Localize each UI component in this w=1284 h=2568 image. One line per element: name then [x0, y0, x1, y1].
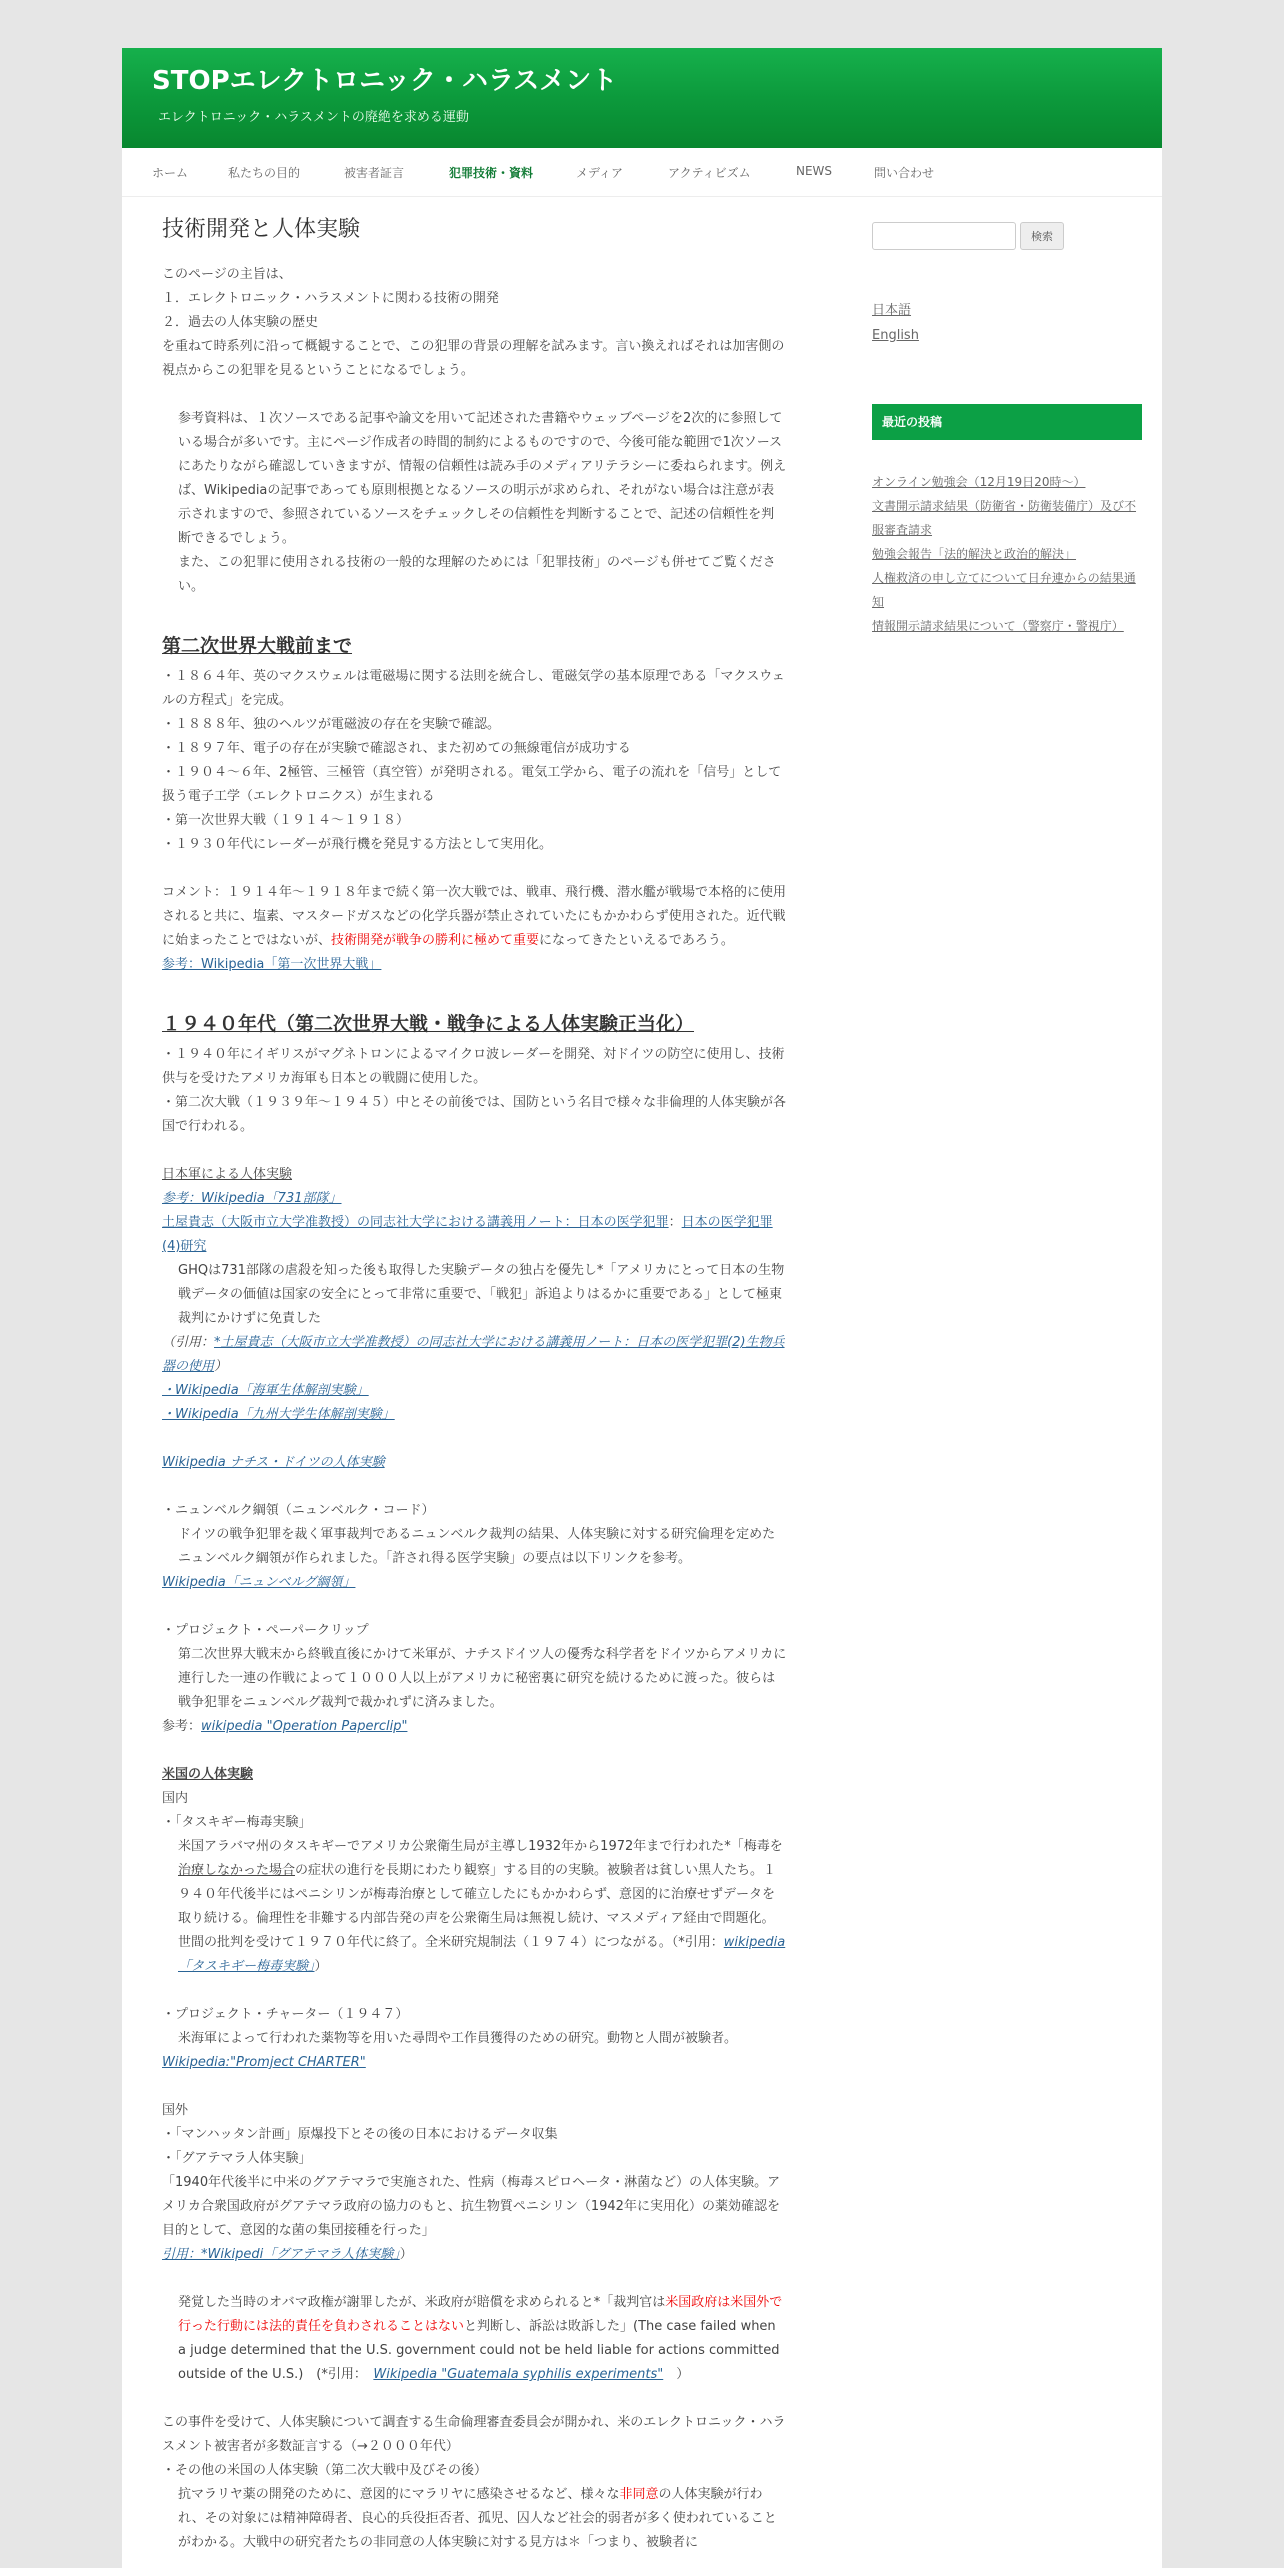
timeline-item: ・１９３０年代にレーダーが飛行機を発見する方法として実用化。 — [162, 837, 553, 852]
nav-crime-tech[interactable]: 犯罪技術・資料 — [449, 166, 534, 180]
link-tuskegee[interactable]: wikipedia「タスキギー梅毒実験」 — [178, 1935, 786, 1974]
recent-post-link[interactable]: オンライン勉強会（12月19日20時～） — [872, 475, 1086, 489]
timeline-item: ・１８９７年、電子の存在が実験で確認され、また初めての無線電信が成功する — [162, 741, 631, 756]
nav-media[interactable]: メディア — [576, 166, 624, 180]
section-heading-prewar: 第二次世界大戦前まで — [162, 635, 353, 657]
intro-line: を重ねて時系列に沿って概観することで、この犯罪の背景の理解を試みます。言い換えればそれは加害側の視点からこの犯罪を見るということになるでしょう。 — [162, 339, 785, 378]
obama-paragraph: 発覚した当時のオバマ政権が謝罪したが、米政府が賠償を求められると*「裁判官は米国政府は米国外で行った行動には法的責任を負わされることはないと判断し、訴訟は敗訴した」(The case failed when a judge determined that the U.S. government could not be held liable for actions committed outside of the U.S.) (*引用： Wikipedia "Guatemala syphilis experiments" ） — [178, 2295, 783, 2382]
link-guatemala-en[interactable]: Wikipedia "Guatemala syphilis experiments" — [373, 2367, 664, 2382]
recent-posts-heading: 最近の投稿 — [872, 404, 1142, 440]
charter-heading: ・プロジェクト・チャーター（１９４７） — [162, 2007, 409, 2022]
intro-line: １．エレクトロニック・ハラスメントに関わる技術の開発 — [162, 291, 499, 306]
link-tsuchiya-4[interactable]: 日本の医学犯罪(4)研究 — [162, 1215, 773, 1254]
manhattan-item: ・「マンハッタン計画」原爆投下とその後の日本におけるデータ収集 — [162, 2127, 558, 2142]
recent-post-link[interactable]: 情報開示請求結果について（警察庁・警視庁） — [872, 619, 1124, 633]
recent-post-link[interactable]: 勉強会報告「法的解決と政治的解決」 — [872, 547, 1077, 561]
reference-note: 参考資料は、１次ソースである記事や論文を用いて記述された書籍やウェッブページを2次的に参照している場合が多いです。主にページ作成者の時間的制約によるものですので、今後可能な範囲で1次ソースにあたりながら確認していきますが、情報の信頼性は読み手のメディアリテラシーに委ねられます。例えば、Wikipediaの記事であっても原則根拠となるソースの明示が求められ、それがない場合は注意が表示されますので、参照されているソースをチェックしその信頼性を判断することで、記述の信頼性を判断できるでしょう。 — [178, 411, 787, 546]
link-nuremberg-code[interactable]: Wikipedia「ニュンベルグ綱領」 — [162, 1575, 356, 1590]
tuskegee-heading: ・「タスキギー梅毒実験」 — [162, 1815, 312, 1830]
highlight-text: 技術開発が戦争の勝利に極めて重要 — [331, 933, 540, 948]
site-title[interactable]: STOPエレクトロニック・ハラスメント — [152, 66, 618, 96]
intro-line: このページの主旨は、 — [162, 267, 292, 282]
nav-testimony[interactable]: 被害者証言 — [344, 166, 405, 180]
subheading-us-experiments: 米国の人体実験 — [162, 1767, 254, 1782]
recent-post-link[interactable]: 人権救済の申し立てについて日弁連からの結果通知 — [872, 571, 1136, 609]
article-body: このページの主旨は、 １．エレクトロニック・ハラスメントに関わる技術の開発 ２．過去の人体実験の歴史 を重ねて時系列に沿って概観することで、この犯罪の背景の理解を試みます。言い換えればそれは加害側の視点からこの犯罪を見るということになるでしょう。 参考資料は、１次ソースである記事や論文を用いて記述された書籍やウェッブページを2次的に参照している場合が多いです。主にページ作成者の時間的制約によるものですので、今後可能な範囲で1次ソースにあたりながら確認していきますが、情報の信頼性は読み手のメディアリテラシーに委ねられます。例えば、Wikipediaの記事であっても原則根拠となるソースの明示が求められ、それがない場合は注意が表示されますので、参照されているソースをチェックしその信頼性を判断することで、記述の信頼性を判断できるでしょう。 また、この犯罪に使用される技術の一般的な理解のためには「犯罪技術」のページも併せてご覧ください。 第二次世界大戦前まで ・１８６４年、英のマクスウェルは電磁場に関する法則を統合し、電磁気学の基本原理である「マクスウェルの方程式」を完成。 ・１８８８年、独のヘルツが電磁波の存在を実験で確認。 ・１８９７年、電子の存在が実験で確認され、また初めての無線電信が成功する ・１９０４～６年、2極管、三極管（真空管）が発明される。電気工学から、電子の流れを「信号」として扱う電子工学（エレクトロニクス）が生まれる ・第一次世界大戦（１９１４～１９１８） ・１９３０年代にレーダーが飛行機を発見する方法として実用化。 コメント：１９１４年～１９１８年まで続く第一次大戦では、戦車、飛行機、潜水艦が戦場で本格的に使用されると共に、塩素、マスタードガスなどの化学兵器が禁止されていたにもかかわらず使用された。近代戦に始まったことではないが、技術開発が戦争の勝利に極めて重要になってきたといえるであろう。 参考：Wikipedia「第一次世界大戦」 １９４０年代（第二次世界大戦・戦争による人体実験正当化） ・１９４０年にイギリスがマグネトロンによるマイクロ波レーダーを開発、対ドイツの防空に使用し、技術供与を受けたアメリカ海軍も日本との戦闘に使用した。 ・第二次大戦（１９３９年～１９４５）中とその前後では、国防という名目で様々な非倫理的人体実験が各国で行われる。 日本軍による人体実験 参考：Wikipedia「731部隊」 土屋貴志（大阪市立大学准教授）の同志社大学における講義用ノート：日本の医学犯罪：日本の医学犯罪(4)研究 GHQは731部隊の虐殺を知った後も取得した実験データの独占を優先し*「アメリカにとって日本の生物戦データの価値は国家の安全にとって非常に重要で、「戦犯」訴追よりはるかに重要である」として極東裁判にかけずに免責した （引用：*土屋貴志（大阪市立大学准教授）の同志社大学における講義用ノート：日本の医学犯罪(2)生物兵器の使用） ・Wikipedia「海軍生体解剖実験」 ・Wikipedia「九州大学生体解剖実験」 Wikipedia ナチス・ドイツの人体実験 ・ニュンベルク綱領（ニュンベルク・コード） ドイツの戦争犯罪を裁く軍事裁判であるニュンベルク裁判の結果、人体実験に対する研究倫理を定めたニュンベルク綱領が作られました。「許され得る医学実験」の要点は以下リンクを参考。 Wikipedia「ニュンベルグ綱領」 ・プロジェクト・ペーパークリップ 第二次世界大戦末から終戦直後にかけて米軍が、ナチスドイツ人の優秀な科学者をドイツからアメリカに連行した一連の作戦によって１０００人以上がアメリカに秘密裏に研究を続けるために渡った。彼らは戦争犯罪をニュンベルグ裁判で裁かれずに済みました。 参考：wikipedia "Operation Paperclip" 米国の人体実験 国内 ・「タスキギー梅毒実験」 米国アラバマ州のタスキギーでアメリカ公衆衛生局が主導し1932年から1972年まで行われた*「梅毒を治療しなかった場合の症状の進行を長期にわたり観察」する目的の実験。被験者は貧しい黒人たち。１９４０年代後半にはペニシリンが梅毒治療として確立したにもかかわらず、意図的に治療せずデータを取り続ける。倫理性を非難する内部告発の声を公衆衛生局は無視し続け、マスメディア経由で問題化。世間の批判を受けて１９７０年代に終了。全米研究規制法（１９７４）につながる。（*引用：wikipedia「タスキギー梅毒実験」） ・プロジェクト・チャーター（１９４７） 米海軍によって行われた薬物等を用いた尋問や工作員獲得のための研究。動物と人間が被験者。 Wikipedia:"Promject CHARTER" 国外 ・「マンハッタン計画」原爆投下とその後の日本におけるデータ収集 ・「グアテマラ人体実験」 「1940年代後半に中米のグアテマラで実施された、性病（梅毒スピロヘータ・淋菌など）の人体実験。アメリカ合衆国政府がグアテマラ政府の協力のもと、抗生物質ペニシリン（1942年に実用化）の薬効確認を目的として、意図的な菌の集団接種を行った」 引用：*Wikipedi「グアテマラ人体実験」） 発覚した当時のオバマ政権が謝罪したが、米政府が賠償を求められると*「裁判官は米国政府は米国外で行った行動には法的責任を負わされることはないと判断し、訴訟は敗訴した」(The case failed when a judge determined that the U.S. government could not be held liable for actions committed outside of the U.S.) (*引用： Wikipedia "Guatemala syphilis experiments" ） この事件を受けて、人体実験について調査する生命倫理審査委員会が開かれ、米のエレクトロニック・ハラスメント被害者が多数証言する（→２０００年代） ・その他の米国の人体実験（第二次大戦中及びその後） 抗マラリヤ薬の開発のために、意図的にマラリヤに感染させるなど、様々な非同意の人体実験が行われ、その対象には精神障碍者、良心的兵役拒否者、孤児、囚人など社会的弱者が多く使われていることがわかる。大戦中の研究者たちの非同意の人体実験に対する見方は＊「つまり、被験者に — [162, 263, 787, 2555]
link-unit-731[interactable]: 参考：Wikipedia「731部隊」 — [162, 1191, 342, 1206]
link-tsuchiya-2[interactable]: *土屋貴志（大阪市立大学准教授）の同志社大学における講義用ノート：日本の医学犯罪(2)生物兵器の使用 — [162, 1335, 785, 1374]
link-navy-vivisection[interactable]: ・Wikipedia「海軍生体解剖実験」 — [162, 1383, 369, 1398]
link-nazi-experiments[interactable]: Wikipedia ナチス・ドイツの人体実験 — [162, 1455, 385, 1470]
site-description: エレクトロニック・ハラスメントの廃絶を求める運動 — [158, 110, 469, 125]
timeline-item: ・１８６４年、英のマクスウェルは電磁場に関する法則を統合し、電磁気学の基本原理である「マクスウェルの方程式」を完成。 — [162, 669, 785, 708]
subheading-domestic: 国内 — [162, 1791, 189, 1806]
malaria-paragraph: 抗マラリヤ薬の開発のために、意図的にマラリヤに感染させるなど、様々な非同意の人体実験が行われ、その対象には精神障碍者、良心的兵役拒否者、孤児、囚人など社会的弱者が多く使われていることがわかる。大戦中の研究者たちの非同意の人体実験に対する見方は＊「つまり、被験者に — [178, 2487, 777, 2550]
charter-text: 米海軍によって行われた薬物等を用いた尋問や工作員獲得のための研究。動物と人間が被験者。 — [178, 2031, 738, 2046]
link-project-charter[interactable]: Wikipedia:"Promject CHARTER" — [162, 2055, 366, 2070]
timeline-item: ・１９０４～６年、2極管、三極管（真空管）が発明される。電気工学から、電子の流れを「信号」として扱う電子工学（エレクトロニクス）が生まれる — [162, 765, 782, 804]
link-operation-paperclip[interactable]: wikipedia "Operation Paperclip" — [201, 1719, 408, 1734]
nav-activism[interactable]: アクティビズム — [668, 166, 751, 180]
paperclip-heading: ・プロジェクト・ペーパークリップ — [162, 1623, 369, 1638]
nav-home[interactable]: ホーム — [152, 166, 189, 180]
site-header — [122, 48, 1162, 148]
subheading-japan-army: 日本軍による人体実験 — [162, 1167, 293, 1182]
link-ww1[interactable]: 参考：Wikipedia「第一次世界大戦」 — [162, 957, 382, 972]
nav-contact[interactable]: 問い合わせ — [874, 166, 935, 180]
link-kyushu-vivisection[interactable]: ・Wikipedia「九州大学生体解剖実験」 — [162, 1407, 395, 1422]
link-tsuchiya-notes[interactable]: 土屋貴志（大阪市立大学准教授）の同志社大学における講義用ノート：日本の医学犯罪 — [162, 1215, 669, 1230]
page — [122, 48, 1162, 2568]
nuremberg-heading: ・ニュンベルク綱領（ニュンベルク・コード） — [162, 1503, 435, 1518]
recent-post-link[interactable]: 文書開示請求結果（防衛省・防衛装備庁）及び不服審査請求 — [872, 499, 1137, 537]
subheading-overseas: 国外 — [162, 2103, 189, 2118]
main-nav — [122, 148, 1162, 197]
timeline-item: ・第二次大戦（１９３９年～１９４５）中とその前後では、国防という名目で様々な非倫理的人体実験が各国で行われる。 — [162, 1095, 787, 1134]
highlight-text: 非同意 — [619, 2487, 659, 2502]
ghq-paragraph: GHQは731部隊の虐殺を知った後も取得した実験データの独占を優先し*「アメリカにとって日本の生物戦データの価値は国家の安全にとって非常に重要で、「戦犯」訴追よりはるかに重要である」として極東裁判にかけずに免責した — [178, 1263, 785, 1326]
committee-paragraph: この事件を受けて、人体実験について調査する生命倫理審査委員会が開かれ、米のエレクトロニック・ハラスメント被害者が多数証言する（→２０００年代） — [162, 2415, 786, 2454]
page-title: 技術開発と人体実験 — [162, 217, 361, 242]
timeline-item: ・１９４０年にイギリスがマグネトロンによるマイクロ波レーダーを開発、対ドイツの防空に使用し、技術供与を受けたアメリカ海軍も日本との戦闘に使用した。 — [162, 1047, 785, 1086]
link-guatemala-jp[interactable]: 引用：*Wikipedi「グアテマラ人体実験」 — [162, 2247, 400, 2262]
nuremberg-text: ドイツの戦争犯罪を裁く軍事裁判であるニュンベルク裁判の結果、人体実験に対する研究倫理を定めたニュンベルク綱領が作られました。「許され得る医学実験」の要点は以下リンクを参考。 — [178, 1527, 776, 1566]
recent-posts-list — [872, 470, 1142, 638]
sidebar — [872, 222, 1142, 638]
nav-purpose[interactable]: 私たちの目的 — [228, 166, 301, 180]
timeline-item: ・１８８８年、独のヘルツが電磁波の存在を実験で確認。 — [162, 717, 501, 732]
search-input[interactable] — [872, 222, 1016, 250]
guatemala-text: 「1940年代後半に中米のグアテマラで実施された、性病（梅毒スピロヘータ・淋菌など）の人体実験。アメリカ合衆国政府がグアテマラ政府の協力のもと、抗生物質ペニシリン（1942年に実用化）の薬効確認を目的として、意図的な菌の集団接種を行った」 — [162, 2175, 781, 2238]
language-japanese[interactable]: 日本語 — [872, 303, 912, 318]
comment-paragraph: コメント：１９１４年～１９１８年まで続く第一次大戦では、戦車、飛行機、潜水艦が戦場で本格的に使用されると共に、塩素、マスタードガスなどの化学兵器が禁止されていたにもかかわらず使用された。近代戦に始まったことではないが、技術開発が戦争の勝利に極めて重要になってきたといえるであろう。 — [162, 885, 787, 948]
paperclip-text: 第二次世界大戦末から終戦直後にかけて米軍が、ナチスドイツ人の優秀な科学者をドイツからアメリカに連行した一連の作戦によって１０００人以上がアメリカに秘密裏に研究を続けるために渡った。彼らは戦争犯罪をニュンベルグ裁判で裁かれずに済みました。 — [178, 1647, 787, 1710]
highlight-text: 米国政府は米国外で行った行動には法的責任を負わされることはない — [178, 2295, 783, 2334]
search-button[interactable]: 検索 — [1020, 222, 1064, 250]
guatemala-heading: ・「グアテマラ人体実験」 — [162, 2151, 312, 2166]
other-us-heading: ・その他の米国の人体実験（第二次大戦中及びその後） — [162, 2463, 488, 2478]
timeline-item: ・第一次世界大戦（１９１４～１９１８） — [162, 813, 410, 828]
main-content — [162, 212, 787, 2555]
section-heading-1940s: １９４０年代（第二次世界大戦・戦争による人体実験正当化） — [162, 1013, 695, 1035]
search-form — [872, 222, 1142, 250]
language-english[interactable]: English — [872, 328, 919, 343]
language-list — [872, 298, 1142, 348]
reference-note-2: また、この犯罪に使用される技術の一般的な理解のためには「犯罪技術」のページも併せてご覧ください。 — [178, 555, 776, 594]
nav-news[interactable]: NEWS — [796, 164, 833, 178]
tuskegee-text: 米国アラバマ州のタスキギーでアメリカ公衆衛生局が主導し1932年から1972年まで行われた*「梅毒を治療しなかった場合の症状の進行を長期にわたり観察」する目的の実験。被験者は貧しい黒人たち。１９４０年代後半にはペニシリンが梅毒治療として確立したにもかかわらず、意図的に治療せずデータを取り続ける。倫理性を非難する内部告発の声を公衆衛生局は無視し続け、マスメディア経由で問題化。世間の批判を受けて１９７０年代に終了。全米研究規制法（１９７４）につながる。（*引用：wikipedia「タスキギー梅毒実験」） — [178, 1839, 786, 1974]
intro-line: ２．過去の人体実験の歴史 — [162, 315, 319, 330]
